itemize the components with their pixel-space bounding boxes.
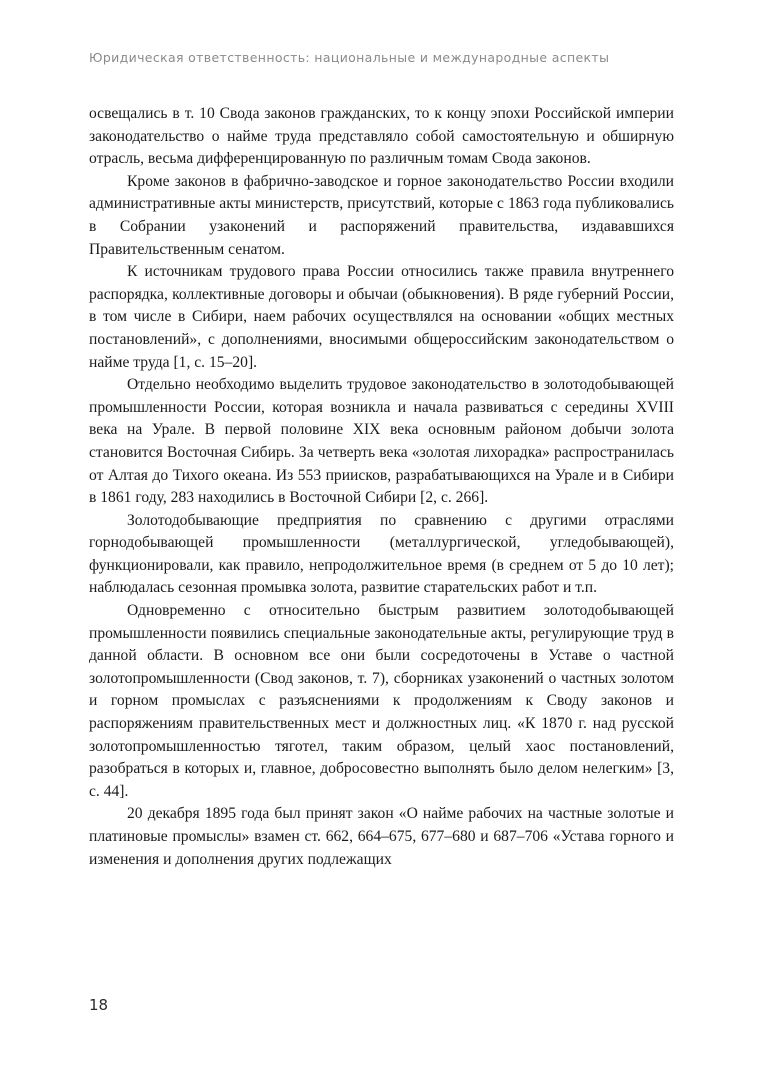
paragraph: Одновременно с относительно быстрым развитием золотодобывающей промышленности появились специальные законодательные акты, регулирующие труд в данной области. В основном все они были сосредоточены в Уставе о частной золотопромышленности (Свод законов, т. 7), сборниках узаконений о частных золотом и горном промыслах с разъяснениями к продолжениям к Своду законов и распоряжениям правительственных мест и должностных лиц. «К 1870 г. над русской золотопромышленностью тяготел, таким образом, целый хаос постановлений, разобраться в которых и, главное, добросовестно выполнять было делом нелегким» [3, с. 44]. <box>89 602 674 800</box>
running-header: Юридическая ответственность: национальные и международные аспекты <box>89 50 610 65</box>
paragraph: Кроме законов в фабрично-заводское и горное законодательство России входили административные акты министерств, присутствий, которые с 1863 года публиковались в Собрании узаконений и распоряжений правительства, издававшихся Правительственным сенатом. <box>89 172 674 258</box>
paragraph-continued: освещались в т. 10 Свода законов гражданских, то к концу эпохи Российской империи законодательство о найме труда представляло собой самостоятельную и обширную отрасль, весьма дифференцированную по различным томам Свода законов. <box>89 105 674 168</box>
page-number: 18 <box>89 996 109 1014</box>
paragraph: Отдельно необходимо выделить трудовое законодательство в золотодобывающей промышленности России, которая возникла и начала развиваться с середины XVIII века на Урале. В первой половине XIX века основным районом добычи золота становится Восточная Сибирь. За четверть века «золотая лихорадка» распространилась от Алтая до Тихого океана. Из 553 приисков, разрабатывающихся на Урале и в Сибири в 1861 году, 283 находились в Восточной Сибири [2, с. 266]. <box>89 376 674 507</box>
paragraph: К источникам трудового права России относились также правила внутреннего распорядка, коллективные договоры и обычаи (обыкновения). В ряде губерний России, в том числе в Сибири, наем рабочих осуществлялся на основании «общих местных постановлений», с дополнениями, вносимыми общероссийским законодательством о найме труда [1, с. 15–20]. <box>89 263 674 371</box>
paragraph: Золотодобывающие предприятия по сравнению с другими отраслями горнодобывающей промышленности (металлургической, угледобывающей), функционировали, как правило, непродолжительное время (в среднем от 5 до 10 лет); наблюдалась сезонная промывка золота, развитие старательских работ и т.п. <box>89 511 674 597</box>
body-text <box>89 103 674 871</box>
paragraph: 20 декабря 1895 года был принят закон «О найме рабочих на частные золотые и платиновые промыслы» взамен ст. 662, 664–675, 677–680 и 687–706 «Устава горного и изменения и дополнения других подлежащих <box>89 805 674 868</box>
